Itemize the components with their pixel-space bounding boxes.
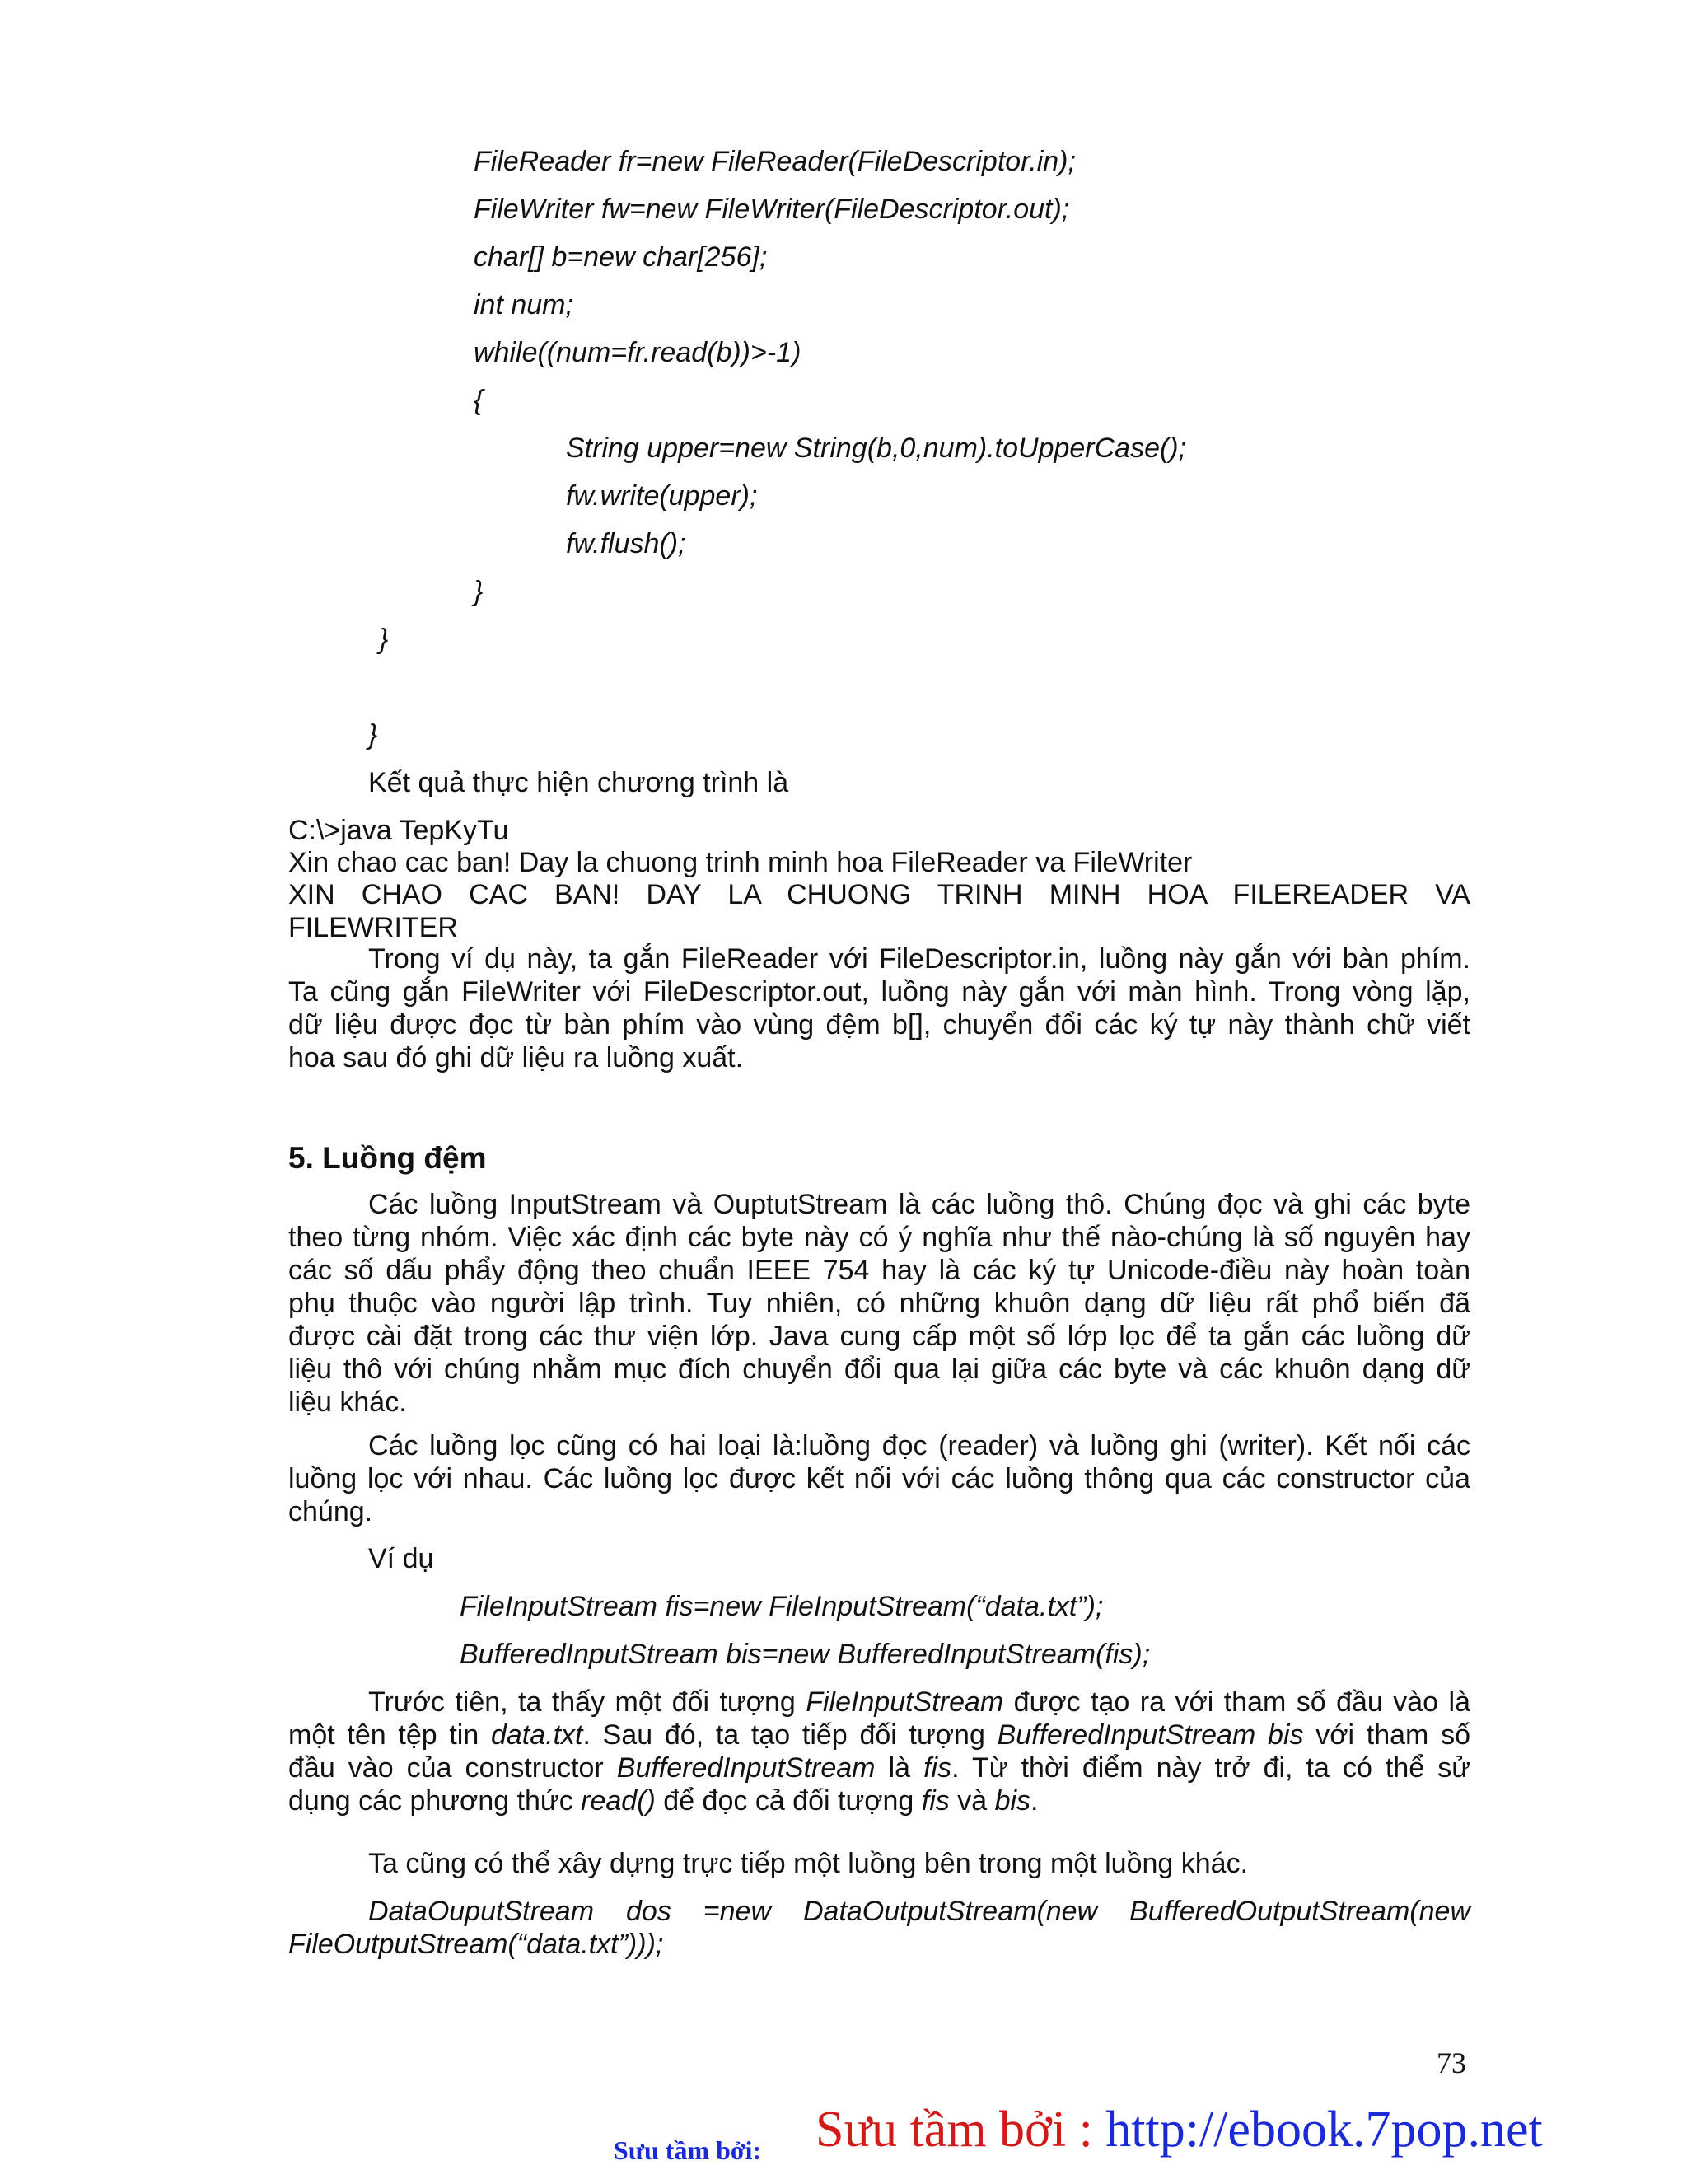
code-line: }: [379, 624, 389, 655]
section-heading: 5. Luồng đệm: [288, 1141, 487, 1175]
paragraph-line: Trong ví dụ này, ta gắn FileReader với FileDescriptor.in, luồng này gắn với bàn phím.: [368, 943, 1470, 975]
paragraph-line: dữ liệu được đọc từ bàn phím vào vùng đệm b[], chuyển đổi các ký tự này thành chữ viết: [288, 1009, 1470, 1041]
code-line: String upper=new String(b,0,num).toUpperCase();: [566, 433, 1187, 464]
code-line: DataOuputStream dos =new DataOutputStream(new BufferedOutputStream(new: [368, 1896, 1470, 1927]
paragraph-line: luồng lọc với nhau. Các luồng lọc được kết nối với các luồng thông qua các constructor của: [288, 1463, 1470, 1494]
paragraph-line: liệu thô với chúng nhằm mục đích chuyển đổi qua lại giữa các byte và các khuôn dạng dữ: [288, 1354, 1470, 1385]
result-intro: Kết quả thực hiện chương trình là: [368, 767, 789, 798]
console-line: FILEWRITER: [288, 912, 458, 943]
code-block: [288, 1895, 1470, 1961]
paragraph-line: theo từng nhóm. Việc xác định các byte này có ý nghĩa như thế nào-chúng là số nguyên hay: [288, 1222, 1470, 1253]
paragraph-line: đầu vào của constructor BufferedInputStream là fis. Từ thời điểm này trở đi, ta có thể sử: [288, 1752, 1470, 1784]
watermark: [815, 2101, 1543, 2159]
code-line: }: [368, 719, 378, 751]
example-label: Ví dụ: [368, 1543, 434, 1574]
paragraph-line: Các luồng lọc cũng có hai loại là:luồng đọc (reader) và luồng ghi (writer). Kết nối các: [368, 1430, 1470, 1461]
paragraph: [288, 1686, 1470, 1817]
code-line: fw.flush();: [566, 528, 686, 559]
code-line: FileOutputStream(“data.txt”)));: [288, 1929, 664, 1960]
code-line: FileReader fr=new FileReader(FileDescriptor.in);: [474, 146, 1076, 177]
code-line: char[] b=new char[256];: [474, 241, 768, 273]
paragraph-line: được cài đặt trong các thư viện lớp. Java cung cấp một số lớp lọc để ta gắn các luồng dữ: [288, 1321, 1470, 1352]
paragraph-line: Các luồng InputStream và OuptutStream là các luồng thô. Chúng đọc và ghi các byte: [368, 1189, 1470, 1220]
paragraph: [288, 1429, 1470, 1528]
paragraph-line: liệu khác.: [288, 1387, 407, 1418]
code-line: int num;: [474, 289, 573, 320]
footer-label: Sưu tầm bởi:: [614, 2135, 762, 2165]
console-line: Xin chao cac ban! Day la chuong trinh minh hoa FileReader va FileWriter: [288, 847, 1193, 878]
console-line: XIN CHAO CAC BAN! DAY LA CHUONG TRINH MINH HOA FILEREADER VA: [288, 879, 1470, 910]
code-line: }: [474, 576, 484, 607]
paragraph-line: chúng.: [288, 1496, 373, 1527]
code-line: FileInputStream fis=new FileInputStream(“data.txt”);: [460, 1591, 1104, 1622]
watermark-url[interactable]: http://ebook.7pop.net: [1105, 2102, 1543, 2158]
paragraph-line: Trước tiên, ta thấy một đối tượng FileInputStream được tạo ra với tham số đầu vào là: [368, 1686, 1470, 1718]
code-line: BufferedInputStream bis=new BufferedInputStream(fis);: [460, 1639, 1151, 1670]
paragraph: [288, 1188, 1470, 1419]
console-wrap: [288, 878, 1470, 944]
paragraph-line: phụ thuộc vào người lập trình. Tuy nhiên, có những khuôn dạng dữ liệu rất phổ biến đã: [288, 1288, 1470, 1319]
paragraph-line: Ta cũng gắn FileWriter với FileDescriptor.out, luồng này gắn với màn hình. Trong vòng lặp,: [288, 976, 1470, 1008]
page-number: 73: [1437, 2046, 1466, 2079]
paragraph-line: một tên tệp tin data.txt. Sau đó, ta tạo tiếp đối tượng BufferedInputStream bis với tham số: [288, 1719, 1470, 1751]
code-line: {: [474, 385, 484, 416]
code-line: fw.write(upper);: [566, 480, 758, 512]
paragraph-line: dụng các phương thức read() để đọc cả đối tượng fis và bis.: [288, 1785, 1039, 1817]
paragraph-line: các số dấu phẩy động theo chuẩn IEEE 754 hay là các ký tự Unicode-điều này hoàn toàn: [288, 1255, 1470, 1286]
code-line: FileWriter fw=new FileWriter(FileDescriptor.out);: [474, 194, 1070, 225]
console-line: C:\>java TepKyTu: [288, 815, 509, 846]
code-line: while((num=fr.read(b))>-1): [474, 337, 801, 368]
watermark-prefix: Sưu tầm bởi :: [815, 2102, 1106, 2158]
paragraph: Ta cũng có thể xây dựng trực tiếp một luồng bên trong một luồng khác.: [368, 1848, 1249, 1879]
paragraph-line: hoa sau đó ghi dữ liệu ra luồng xuất.: [288, 1042, 744, 1073]
explanation-paragraph: [288, 942, 1470, 1074]
